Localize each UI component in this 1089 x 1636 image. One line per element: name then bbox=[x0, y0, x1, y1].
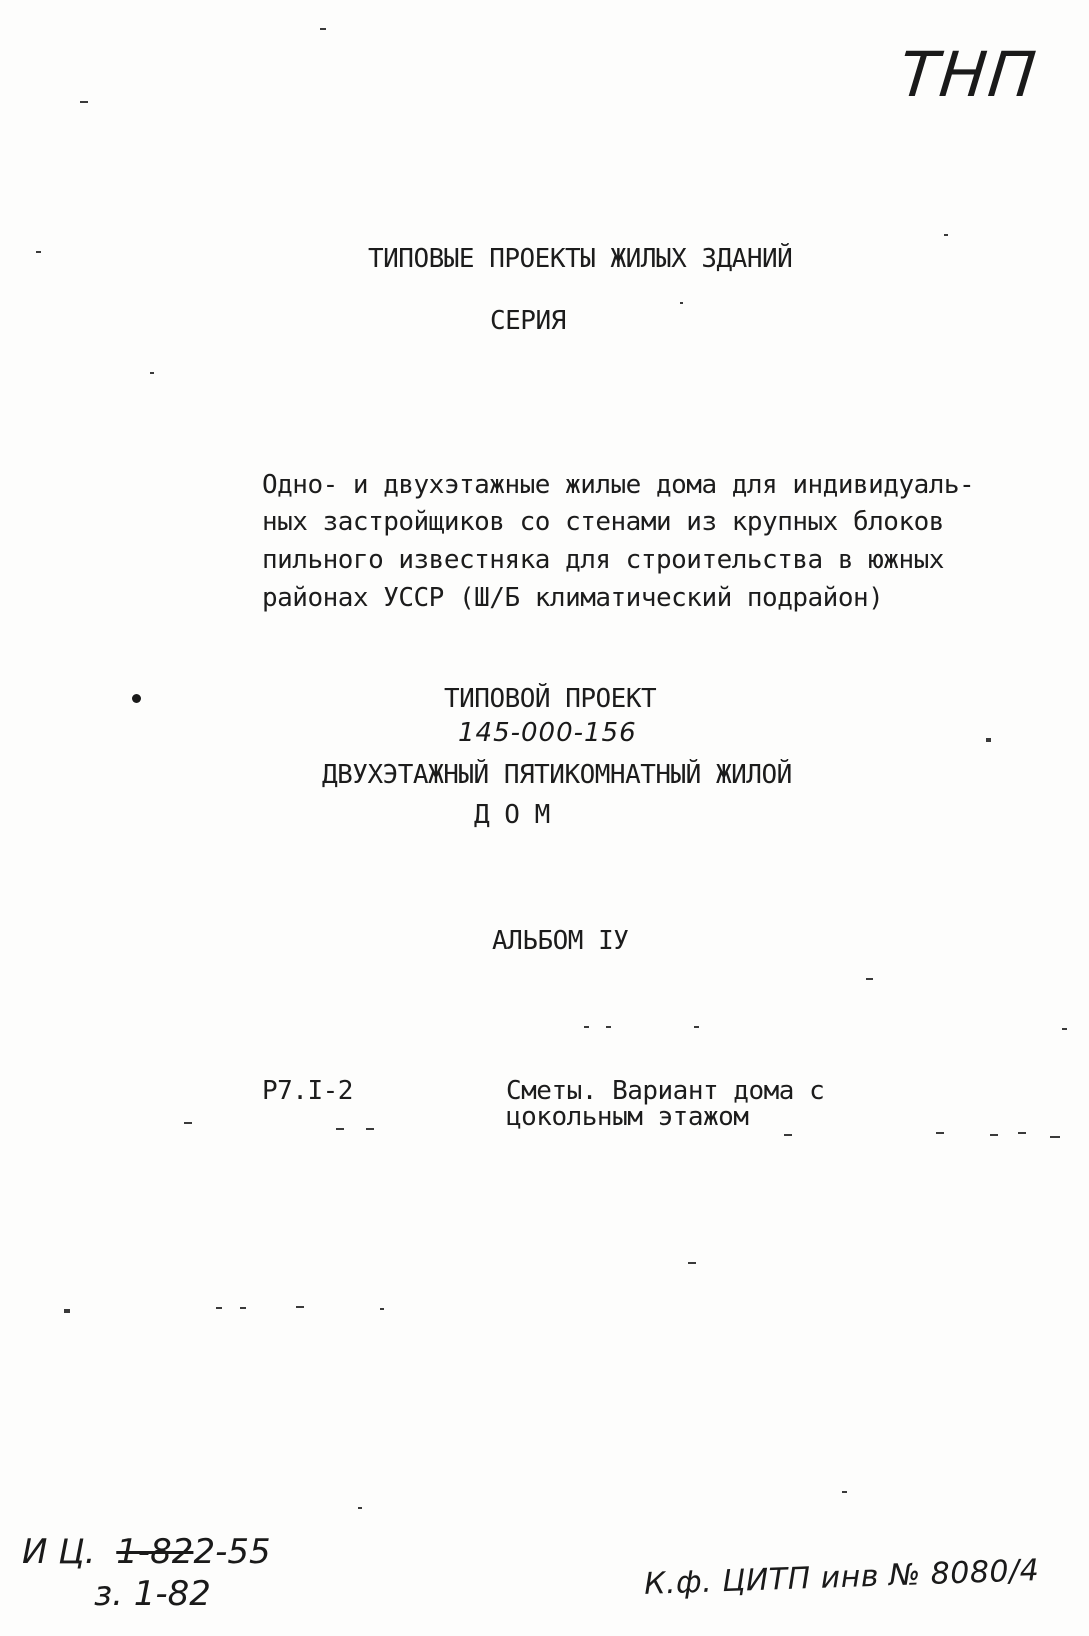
section-code: Р7.I-2 bbox=[262, 1076, 353, 1106]
description-line: районах УССР (Ш/Б климатический подрайон) bbox=[262, 583, 884, 613]
note-line2: з. 1-82 bbox=[94, 1574, 211, 1614]
project-title-line2: Д О М bbox=[474, 800, 550, 830]
description-line: ных застройщиков со стенами из крупных блоков bbox=[262, 507, 944, 537]
note-prefix: И Ц. bbox=[22, 1532, 96, 1572]
archive-stamp: К.ф. ЦИТП инв № 8080/4 bbox=[643, 1553, 1040, 1602]
section-title-line1: Сметы. Вариант дома с bbox=[506, 1076, 825, 1106]
description-line: пильного известняка для строительства в южных bbox=[262, 545, 944, 575]
section-title-line2: цокольным этажом bbox=[506, 1102, 749, 1132]
corner-mark: ТНП bbox=[896, 38, 1041, 111]
note-rest: 2-55 bbox=[193, 1532, 271, 1572]
note-crossed: 1-82 bbox=[116, 1532, 194, 1572]
project-number: 145-000-156 bbox=[458, 718, 637, 748]
bullet-dot bbox=[132, 694, 141, 703]
series-label: СЕРИЯ bbox=[490, 306, 566, 336]
project-title-line1: ДВУХЭТАЖНЫЙ ПЯТИКОМНАТНЫЙ ЖИЛОЙ bbox=[322, 760, 792, 790]
header-title: ТИПОВЫЕ ПРОЕКТЫ ЖИЛЫХ ЗДАНИЙ bbox=[368, 244, 793, 274]
project-label: ТИПОВОЙ ПРОЕКТ bbox=[444, 684, 657, 714]
description-line: Одно- и двухэтажные жилые дома для индивидуаль- bbox=[262, 470, 975, 500]
album-label: АЛЬБОМ IУ bbox=[492, 926, 629, 956]
